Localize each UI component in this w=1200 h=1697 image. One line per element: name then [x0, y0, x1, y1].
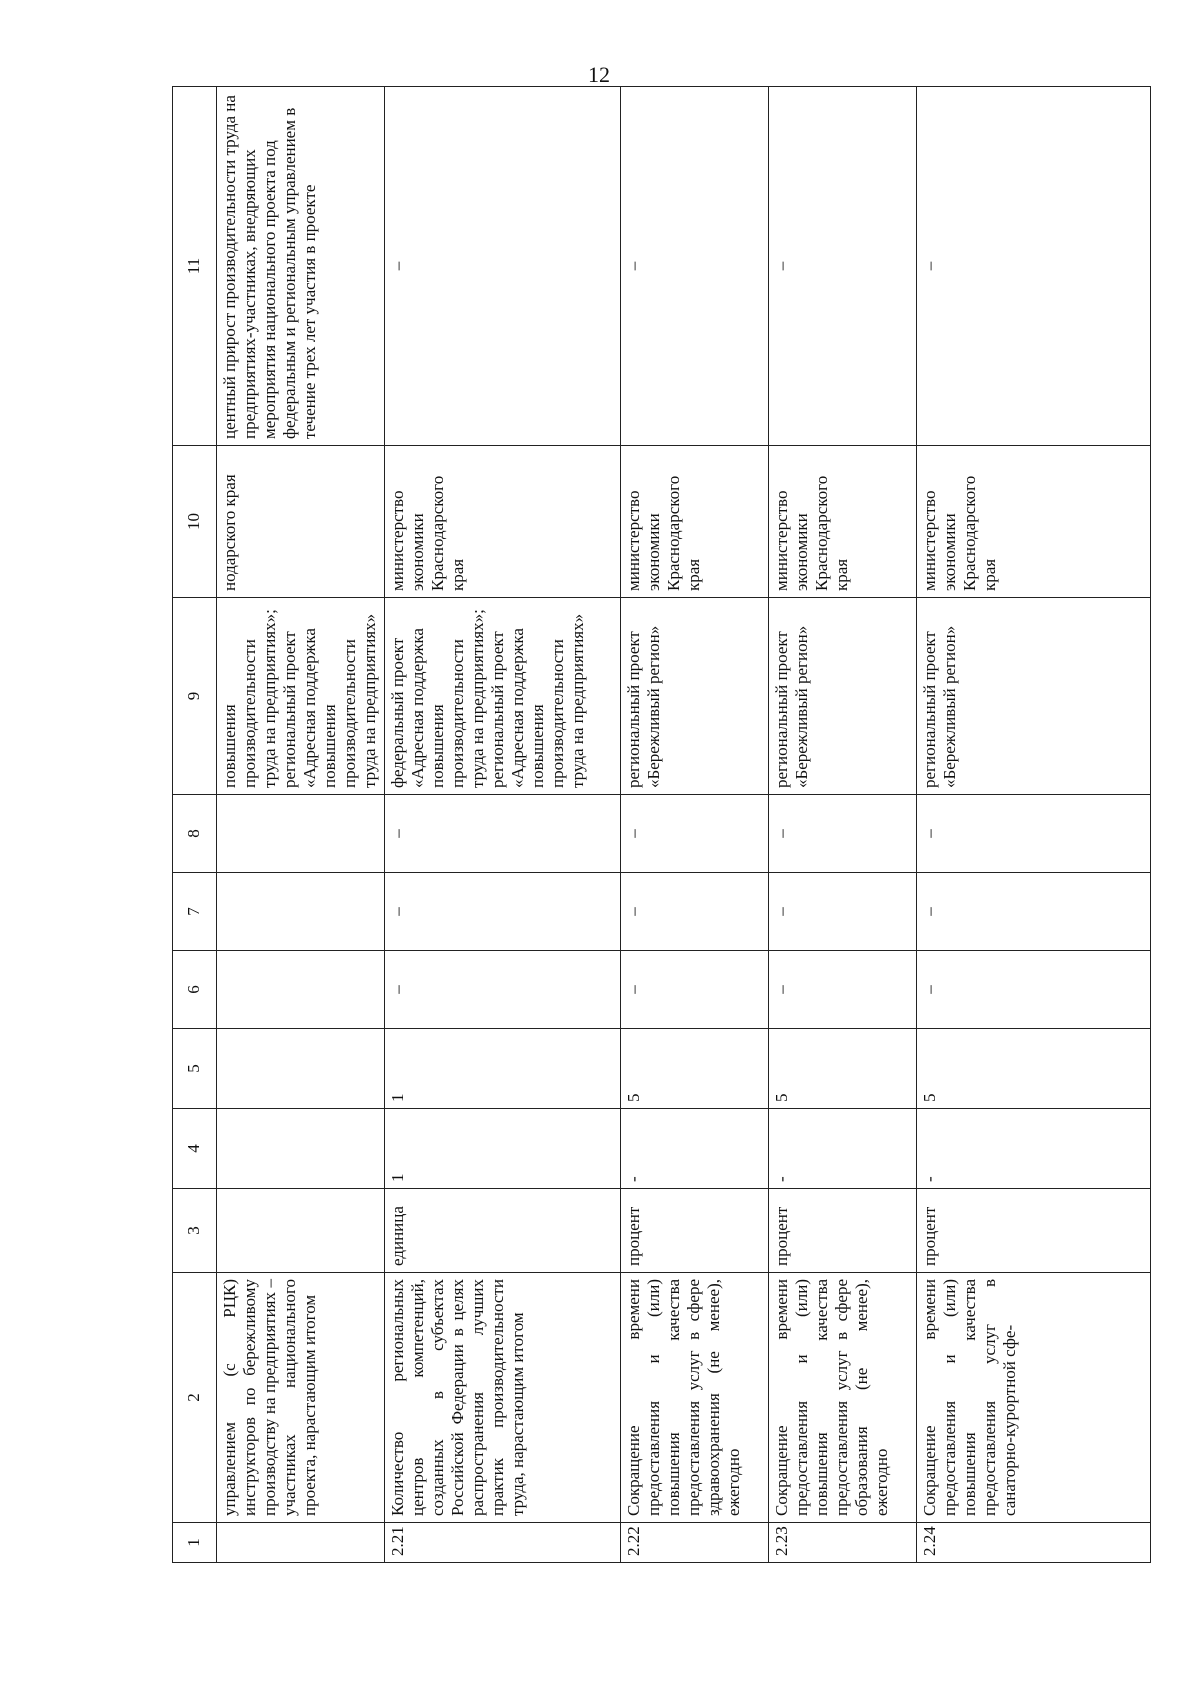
cell-project: повышения производительности труда на предприятиях»; региональный проект «Адресная поддержка повышения производительности труда на предприятиях»	[217, 598, 385, 795]
cell-4: -	[769, 1109, 917, 1189]
cell-8: –	[621, 795, 769, 873]
cell-num: 2.23	[769, 1523, 917, 1563]
table-row	[917, 87, 1151, 1563]
cell-7: –	[769, 873, 917, 951]
cell-6	[217, 951, 385, 1029]
col-header: 10	[173, 446, 217, 598]
cell-5: 5	[769, 1029, 917, 1109]
cell-responsible: министерство экономики Краснодарского края	[769, 446, 917, 598]
cell-7: –	[917, 873, 1151, 951]
cell-responsible: министерство экономики Краснодарского края	[385, 446, 621, 598]
cell-6: –	[769, 951, 917, 1029]
cell-5: 1	[385, 1029, 621, 1109]
cell-4: -	[621, 1109, 769, 1189]
col-header: 2	[173, 1273, 217, 1523]
col-header: 8	[173, 795, 217, 873]
cell-5: 5	[917, 1029, 1151, 1109]
cell-num: 2.22	[621, 1523, 769, 1563]
cell-5: 5	[621, 1029, 769, 1109]
cell-num: 2.24	[917, 1523, 1151, 1563]
page-number: 12	[588, 62, 610, 87]
cell-indicator-name: Количество региональных центров компетенций, созданных в субъектах Российской Федерации в целях распространения лучших практик производительности труда, нарастающим итогом	[385, 1273, 621, 1523]
cell-note: –	[621, 87, 769, 446]
cell-8: –	[917, 795, 1151, 873]
cell-indicator-name: Сокращение времени предоставления и (или) повышения качества предоставления услуг в сфере здравоохранения (не менее), ежегодно	[621, 1273, 769, 1523]
table-row	[385, 87, 621, 1563]
cell-responsible: министерство экономики Краснодарского края	[621, 446, 769, 598]
cell-7: –	[621, 873, 769, 951]
cell-project: региональный проект «Бережливый регион»	[621, 598, 769, 795]
cell-unit	[217, 1189, 385, 1273]
cell-7	[217, 873, 385, 951]
cell-6: –	[917, 951, 1151, 1029]
table-row-continuation	[217, 87, 385, 1563]
col-header: 1	[173, 1523, 217, 1563]
cell-5	[217, 1029, 385, 1109]
cell-7: –	[385, 873, 621, 951]
cell-project: региональный проект «Бережливый регион»	[917, 598, 1151, 795]
cell-project: федеральный проект «Адресная поддержка повышения производительности труда на предприятиях»; региональный проект «Адресная поддержка повышения производительности труда на предприятиях»	[385, 598, 621, 795]
cell-6: –	[385, 951, 621, 1029]
cell-indicator-name: управлением (с РЦК) инструкторов по бережливому производству на предприятиях – участниках национального проекта, нарастающим итогом	[217, 1273, 385, 1523]
cell-unit: процент	[621, 1189, 769, 1273]
header-row	[173, 87, 217, 1563]
col-header: 3	[173, 1189, 217, 1273]
table-row	[621, 87, 769, 1563]
cell-indicator-name: Сокращение времени предоставления и (или) повышения качества предоставления услуг в сфере образования (не менее), ежегодно	[769, 1273, 917, 1523]
cell-num	[217, 1523, 385, 1563]
cell-8: –	[385, 795, 621, 873]
cell-note: –	[917, 87, 1151, 446]
cell-responsible: нодарского края	[217, 446, 385, 598]
col-header: 5	[173, 1029, 217, 1109]
cell-4: 1	[385, 1109, 621, 1189]
cell-indicator-name: Сокращение времени предоставления и (или) повышения качества предоставления услуг в санаторно-курортной сфе-	[917, 1273, 1151, 1523]
cell-4	[217, 1109, 385, 1189]
col-header: 4	[173, 1109, 217, 1189]
cell-note: центный прирост производительности труда на предприятиях-участниках, внедряющих мероприятия национального проекта под федеральным и региональным управлением в течение трех лет участия в проекте	[217, 87, 385, 446]
cell-note: –	[769, 87, 917, 446]
col-header: 11	[173, 87, 217, 446]
cell-8: –	[769, 795, 917, 873]
cell-4: -	[917, 1109, 1151, 1189]
indicators-table	[172, 86, 1151, 1563]
cell-num: 2.21	[385, 1523, 621, 1563]
cell-unit: процент	[769, 1189, 917, 1273]
col-header: 7	[173, 873, 217, 951]
cell-unit: единица	[385, 1189, 621, 1273]
rotated-table-wrapper	[172, 87, 1150, 1563]
cell-note: –	[385, 87, 621, 446]
cell-unit: процент	[917, 1189, 1151, 1273]
col-header: 6	[173, 951, 217, 1029]
col-header: 9	[173, 598, 217, 795]
cell-8	[217, 795, 385, 873]
cell-responsible: министерство экономики Краснодарского края	[917, 446, 1151, 598]
cell-project: региональный проект «Бережливый регион»	[769, 598, 917, 795]
cell-6: –	[621, 951, 769, 1029]
table-row	[769, 87, 917, 1563]
